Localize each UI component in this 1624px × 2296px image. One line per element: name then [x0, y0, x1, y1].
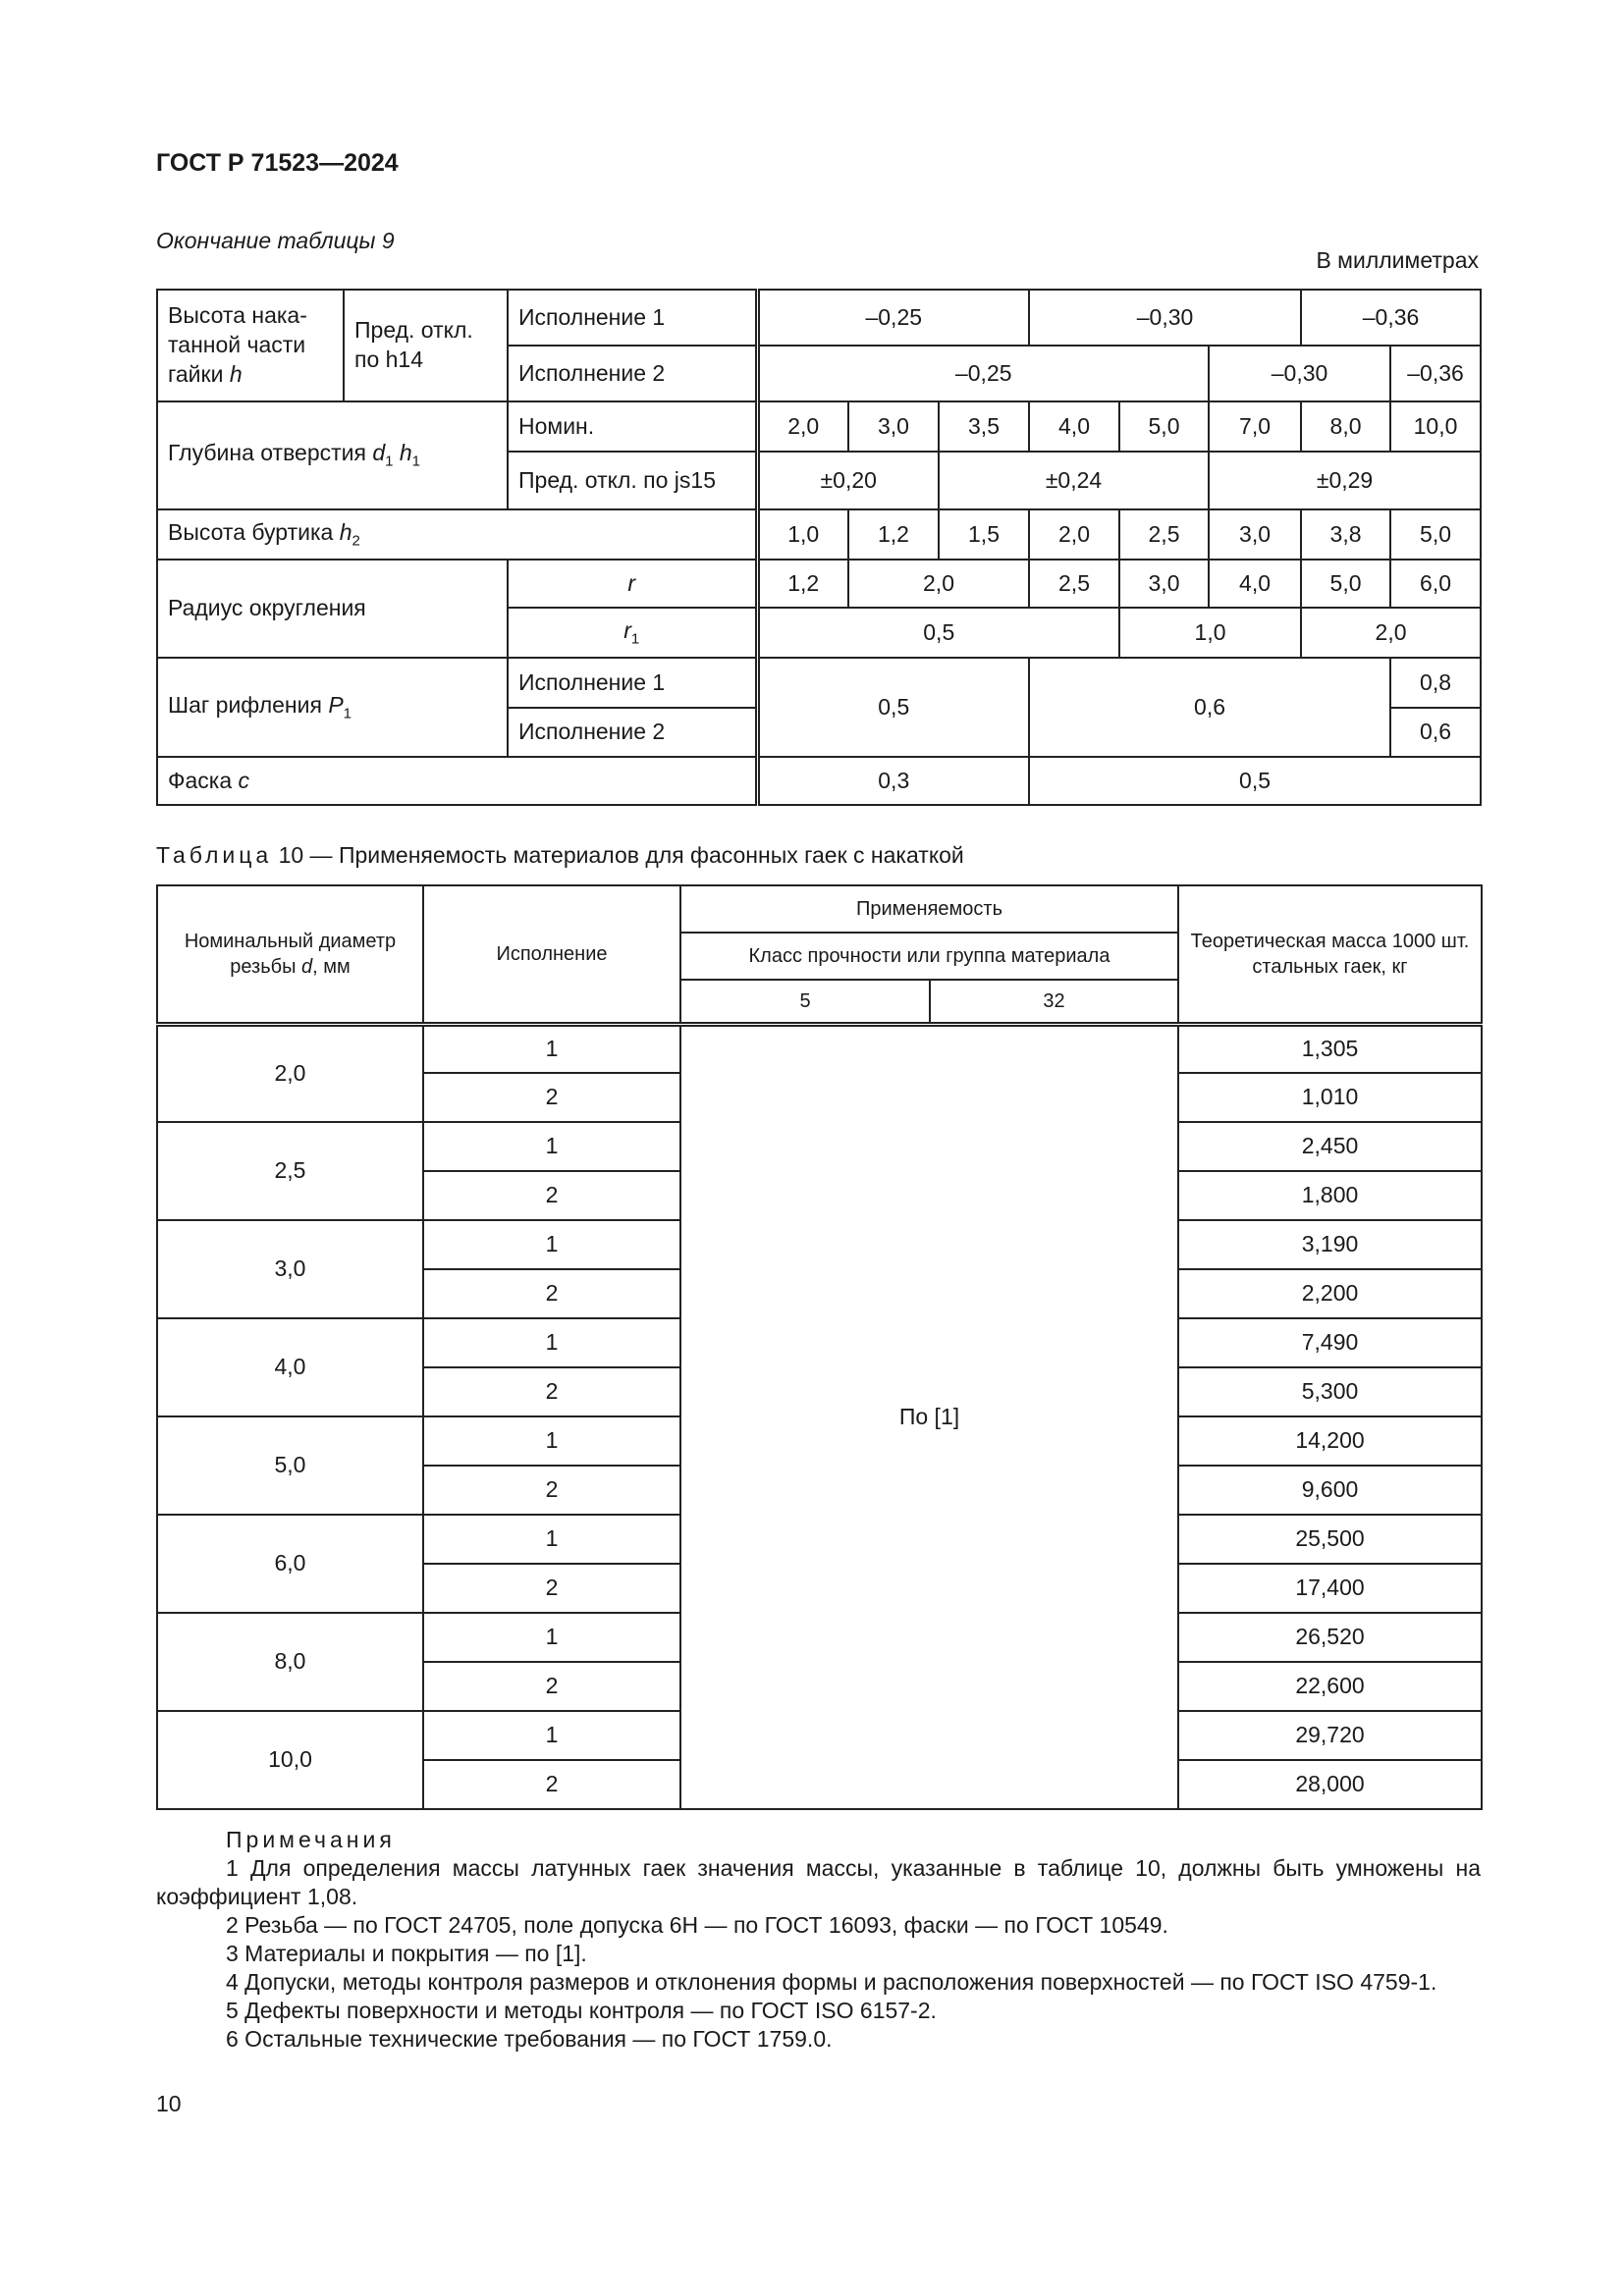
cell: 2	[423, 1073, 680, 1122]
notes	[156, 1826, 1481, 2054]
cell: ±0,29	[1209, 452, 1481, 509]
cell: 4,0	[157, 1318, 423, 1416]
cell: 8,0	[1301, 401, 1390, 452]
cell: 1	[423, 1220, 680, 1269]
col-class-header: Класс прочности или группа материала	[680, 933, 1178, 980]
cell: 2	[423, 1171, 680, 1220]
cell: 2,0	[848, 560, 1029, 608]
cell: 10,0	[157, 1711, 423, 1809]
cell: 1,2	[848, 509, 939, 560]
col-applicability-header: Применяемость	[680, 885, 1178, 933]
col-isp-header: Исполнение	[423, 885, 680, 1024]
cell: –0,30	[1029, 290, 1301, 346]
cell: –0,25	[757, 290, 1029, 346]
cell: 0,5	[757, 608, 1119, 658]
h14-label: Пред. откл. по h14	[344, 290, 508, 401]
cell: 3,190	[1178, 1220, 1482, 1269]
cell: 8,0	[157, 1613, 423, 1711]
r-label: r	[508, 560, 757, 608]
cell: 3,0	[157, 1220, 423, 1318]
note-item: 5 Дефекты поверхности и методы контроля — по ГОСТ ISO 6157-2.	[226, 1998, 937, 2023]
cell: 0,6	[1029, 658, 1390, 757]
cell: –0,36	[1390, 346, 1481, 401]
height-label: Высота нака-танной части гайки h	[157, 290, 344, 401]
cell: 0,5	[1029, 757, 1481, 805]
cell: 2	[423, 1662, 680, 1711]
note-item: 2 Резьба — по ГОСТ 24705, поле допуска 6H — по ГОСТ 16093, фаски — по ГОСТ 10549.	[226, 1912, 1168, 1938]
cell: 2,5	[1119, 509, 1209, 560]
class-32-header: 32	[930, 980, 1178, 1024]
cell: 0,3	[757, 757, 1029, 805]
cell: –0,30	[1209, 346, 1390, 401]
col-diameter-header: Номинальный диаметр резьбы d, мм	[157, 885, 423, 1024]
cell: 1	[423, 1416, 680, 1466]
table-10	[156, 884, 1483, 1810]
nomin-label: Номин.	[508, 401, 757, 452]
cell: 2	[423, 1269, 680, 1318]
cell: 2,200	[1178, 1269, 1482, 1318]
cell: 1	[423, 1711, 680, 1760]
note-item: 3 Материалы и покрытия — по [1].	[226, 1941, 587, 1966]
note-item: 4 Допуски, методы контроля размеров и отклонения формы и расположения поверхностей — по ГОСТ ISO 4759-1.	[226, 1969, 1437, 1995]
cell: 2,0	[757, 401, 848, 452]
cell: 3,0	[848, 401, 939, 452]
isp1-label: Исполнение 1	[508, 658, 757, 708]
pitch-label: Шаг рифления $P_1$	[157, 658, 508, 757]
cell: 22,600	[1178, 1662, 1482, 1711]
cell: 3,8	[1301, 509, 1390, 560]
cell: 2	[423, 1466, 680, 1515]
cell: 1	[423, 1515, 680, 1564]
cell: 25,500	[1178, 1515, 1482, 1564]
collar-label: Высота буртика $h_2$	[157, 509, 757, 560]
units-label: В миллиметрах	[1316, 247, 1479, 273]
cell: ±0,20	[757, 452, 939, 509]
cell: 2,0	[1301, 608, 1481, 658]
cell: 0,6	[1390, 708, 1481, 757]
cell: 2,0	[157, 1024, 423, 1122]
cell: 1,800	[1178, 1171, 1482, 1220]
cell: 1,305	[1178, 1024, 1482, 1073]
cell: По [1]	[680, 1024, 1178, 1809]
cell: 2	[423, 1367, 680, 1416]
radius-label: Радиус округления	[157, 560, 508, 658]
cell: 2,5	[1029, 560, 1119, 608]
cell: 1	[423, 1613, 680, 1662]
cell: 2	[423, 1760, 680, 1809]
cell: 2	[423, 1564, 680, 1613]
cell: 2,450	[1178, 1122, 1482, 1171]
cell: 10,0	[1390, 401, 1481, 452]
cell: 5,0	[1119, 401, 1209, 452]
cell: 1,0	[757, 509, 848, 560]
cell: 29,720	[1178, 1711, 1482, 1760]
table-9	[156, 289, 1482, 806]
cell: 3,5	[939, 401, 1029, 452]
cell: 28,000	[1178, 1760, 1482, 1809]
cell: ±0,24	[939, 452, 1209, 509]
table-continuation-caption: Окончание таблицы 9	[156, 228, 395, 253]
notes-title: Примечания	[226, 1827, 396, 1852]
js15-label: Пред. откл. по js15	[508, 452, 757, 509]
cell: 5,300	[1178, 1367, 1482, 1416]
cell: 0,5	[757, 658, 1029, 757]
cell: 1,0	[1119, 608, 1301, 658]
cell: 6,0	[1390, 560, 1481, 608]
cell: 26,520	[1178, 1613, 1482, 1662]
r1-label: $r_1$	[508, 608, 757, 658]
note-item: 1 Для определения массы латунных гаек значения массы, указанные в таблице 10, должны быть умножены на коэффициент 1,08.	[156, 1855, 1481, 1909]
col-mass-header: Теоретическая масса 1000 шт. стальных гаек, кг	[1178, 885, 1482, 1024]
cell: 7,490	[1178, 1318, 1482, 1367]
cell: 5,0	[157, 1416, 423, 1515]
isp1-label: Исполнение 1	[508, 290, 757, 346]
cell: 2,5	[157, 1122, 423, 1220]
cell: 3,0	[1119, 560, 1209, 608]
page-number: 10	[156, 2091, 182, 2116]
cell: 1,010	[1178, 1073, 1482, 1122]
cell: 1,2	[757, 560, 848, 608]
chamfer-label: Фаска c	[157, 757, 757, 805]
table-10-caption: Таблица 10 — Применяемость материалов для фасонных гаек с накаткой	[156, 842, 964, 868]
cell: –0,25	[757, 346, 1209, 401]
table-row	[157, 1024, 1482, 1073]
cell: 1	[423, 1024, 680, 1073]
cell: 3,0	[1209, 509, 1301, 560]
cell: 5,0	[1301, 560, 1390, 608]
class-5-header: 5	[680, 980, 930, 1024]
cell: 14,200	[1178, 1416, 1482, 1466]
cell: 9,600	[1178, 1466, 1482, 1515]
isp2-label: Исполнение 2	[508, 708, 757, 757]
cell: 1	[423, 1318, 680, 1367]
cell: 4,0	[1209, 560, 1301, 608]
note-item: 6 Остальные технические требования — по ГОСТ 1759.0.	[226, 2026, 833, 2052]
cell: 1,5	[939, 509, 1029, 560]
cell: 0,8	[1390, 658, 1481, 708]
cell: 1	[423, 1122, 680, 1171]
cell: 17,400	[1178, 1564, 1482, 1613]
cell: 4,0	[1029, 401, 1119, 452]
isp2-label: Исполнение 2	[508, 346, 757, 401]
depth-label: Глубина отверстия $d_1$ $h_1$	[157, 401, 508, 509]
cell: 2,0	[1029, 509, 1119, 560]
document-header: ГОСТ Р 71523—2024	[156, 149, 399, 177]
cell: 5,0	[1390, 509, 1481, 560]
cell: 7,0	[1209, 401, 1301, 452]
cell: 6,0	[157, 1515, 423, 1613]
cell: –0,36	[1301, 290, 1481, 346]
